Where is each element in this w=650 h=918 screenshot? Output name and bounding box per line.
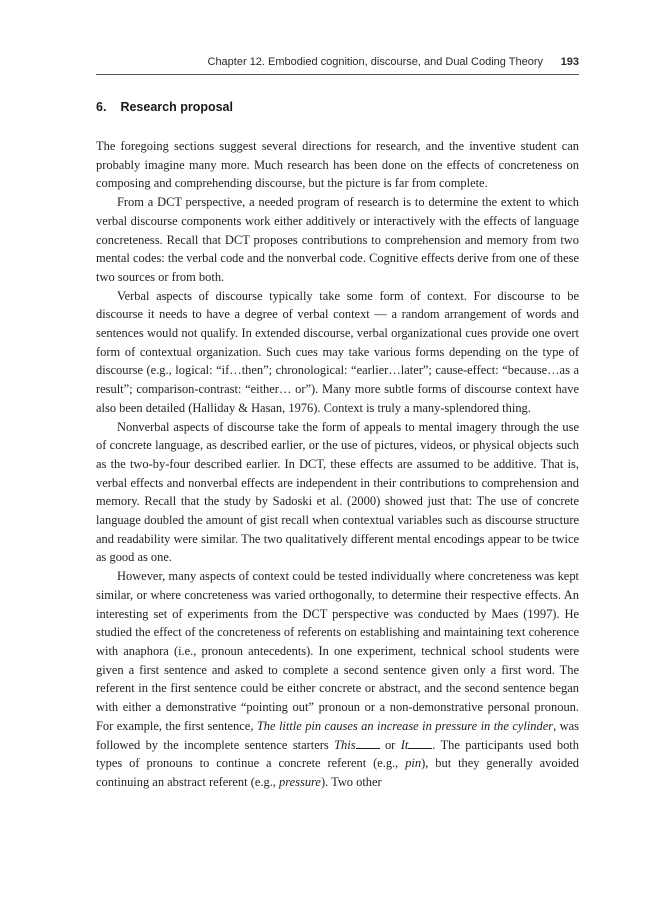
p5-text-end: ). Two other — [320, 774, 382, 789]
body-text — [96, 137, 579, 792]
paragraph-1: The foregoing sections suggest several directions for research, and the inventive student can probably imagine many more. Much research has been done on the effects of concreteness on composing and comprehending discourse, but the picture is far from complete. — [96, 139, 579, 191]
running-header — [96, 50, 579, 75]
starter-it: It — [400, 737, 409, 752]
paragraph-4: Nonverbal aspects of discourse take the form of appeals to mental imagery through the use of concrete language, as described earlier, or the use of pictures, videos, or physical objects such as the two-by-four described earlier. In DCT, these effects are assumed to be additive. That is, verbal effects and nonverbal effects are independent in their contributions to comprehension and memory. Recall that the study by Sadoski et al. (2000) showed just that: The use of concrete language doubled the amount of gist recall when contextual variables such as discourse structure and readability were similar. The two qualitatively different mental encodings appear to be twice as good as one. — [96, 419, 579, 565]
paragraph-2: From a DCT perspective, a needed program of research is to determine the extent to which verbal discourse components work either additively or interactively with the effects of language concreteness. Recall that DCT proposes contributions to comprehension and memory from two mental codes: the verbal code and the nonverbal code. Cognitive effects derive from one of these two sources or from both. — [96, 195, 579, 284]
running-head-title: Chapter 12. Embodied cognition, discourse, and Dual Coding Theory — [207, 56, 543, 68]
paragraph-3: Verbal aspects of discourse typically take some form of context. For discourse to be discourse it needs to have a degree of verbal context — a random arrangement of words and sentences would not qualify. In extended discourse, verbal organizational cues provide one overt form of contextual organization. Such cues may take various forms depending on the type of discourse (e.g., logical: “if…then”; chronological: “earlier…later”; cause-effect: “because…as a result”; comparison-contrast: “either… or”). Many more subtle forms of discourse context have also been detailed (Halliday & Hasan, 1976). Context is truly a many-splendored thing. — [96, 288, 579, 415]
blank-line — [356, 738, 380, 749]
paragraph-5 — [96, 567, 579, 791]
p5-or: or — [379, 737, 401, 752]
p5-text-start: However, many aspects of context could be tested individually where concreteness was kept similar, or where concreteness was varied orthogonally, to determine their respective effects. An interesting set of experiments from the DCT perspective was conducted by Maes (1997). He studied the effect of the concreteness of referents on establishing and maintaining text coherence with anaphora (i.e., pronoun antecedents). In one experiment, technical school students were given a first sentence and asked to complete a second sentence given only a first word. The referent in the first sentence could be either concrete or abstract, and the second sentence began with either a demonstrative “pointing out” pronoun or a non-demonstrative personal pronoun. For example, the first sentence, — [96, 569, 579, 733]
section-heading — [96, 100, 233, 114]
page-number: 193 — [560, 56, 579, 68]
example-pin: pin — [405, 756, 422, 771]
section-title: Research proposal — [120, 100, 233, 114]
p5-text-mid-2: . The participants used both types of pronouns to continue a concrete referent (e.g., — [96, 737, 579, 771]
section-number: 6. — [96, 100, 107, 114]
starter-this: This — [334, 737, 356, 752]
example-pressure: pressure — [279, 774, 321, 789]
p5-text-mid-3: ), but they generally avoided continuing an abstract referent (e.g., — [96, 756, 579, 789]
example-sentence: The little pin causes an increase in pressure in the cylinder — [256, 718, 554, 733]
p5-text-mid-1: , was followed by the incomplete sentence starters — [96, 718, 580, 752]
blank-line — [408, 738, 432, 749]
